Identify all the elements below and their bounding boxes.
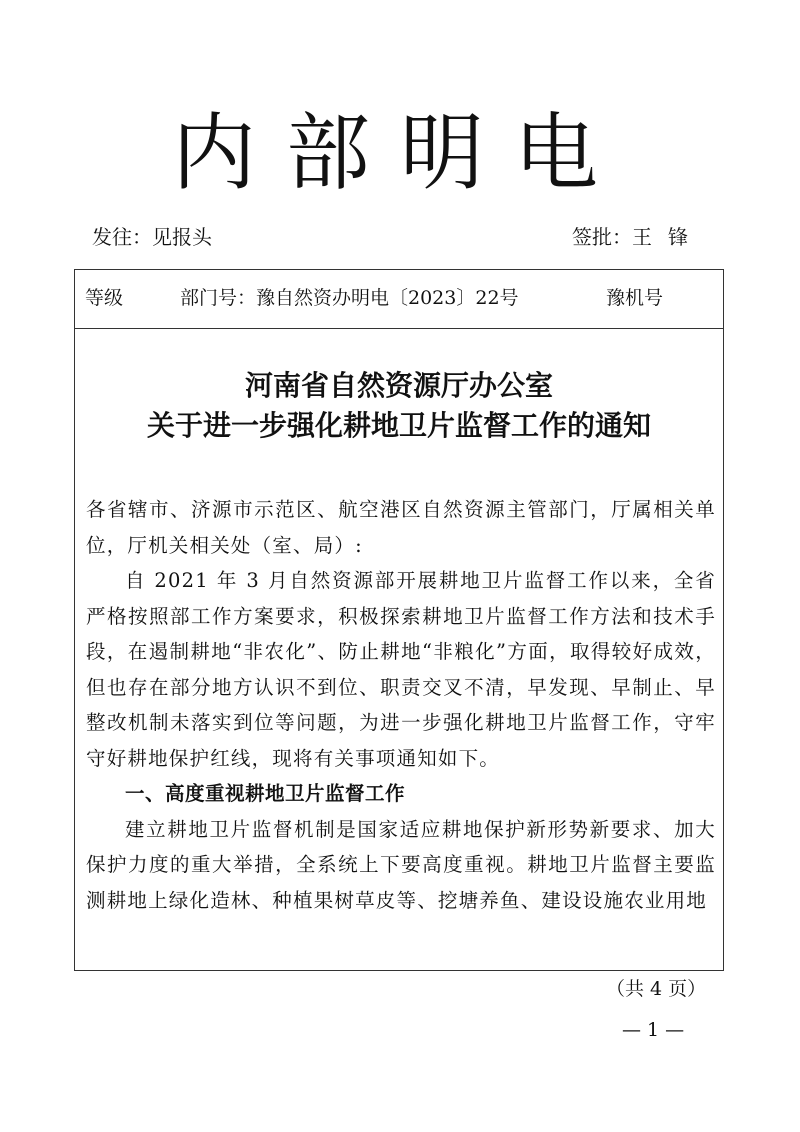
addressee: 各省辖市、济源市示范区、航空港区自然资源主管部门，厅属相关单位，厅机关相关处（室、局）: [86, 498, 716, 557]
notice-title-line1: 河南省自然资源厅办公室 [244, 369, 553, 402]
document-title: 内部明电 [171, 104, 628, 202]
page-number: — 1 — [622, 1019, 685, 1041]
machine-number: 豫机号 [606, 287, 664, 309]
header-row [75, 270, 723, 329]
paragraph: 自 2021 年 3 月自然资源部开展耕地卫片监督工作以来，全省严格按照部工作方案要求，积极探索耕地卫片监督工作方法和技术手段，在遏制耕地“非农化”、防止耕地“非粮化”方面，取得较好成效，但也存在部分地方认识不到位、职责交叉不清，早发现、早制止、早整改机制未落实到位等问题，为进一步强化耕地卫片监督工作，守牢守好耕地保护红线，现将有关事项通知如下。 [86, 569, 716, 770]
section-heading: 一、高度重视耕地卫片监督工作 [125, 782, 406, 805]
send-to [92, 222, 212, 252]
department-number: 部门号：豫自然资办明电〔2023〕22号 [180, 287, 519, 309]
document-frame [74, 269, 724, 971]
notice-title-line2: 关于进一步强化耕地卫片监督工作的通知 [146, 409, 651, 442]
notice-title [75, 366, 723, 446]
send-to-value: 见报头 [152, 225, 212, 249]
sign-off-value: 王锋 [632, 225, 704, 249]
send-to-label: 发往： [92, 225, 152, 249]
notice-body [86, 492, 716, 918]
sign-off [572, 222, 704, 252]
total-pages: （共 4 页） [606, 978, 707, 1000]
paragraph: 建立耕地卫片监督机制是国家适应耕地保护新形势新要求、加大保护力度的重大举措，全系统上下要高度重视。耕地卫片监督主要监测耕地上绿化造林、种植果树草皮等、挖塘养鱼、建设设施农业用地 [86, 817, 716, 912]
grade-label: 等级 [85, 287, 124, 309]
sign-off-label: 签批： [572, 225, 632, 249]
